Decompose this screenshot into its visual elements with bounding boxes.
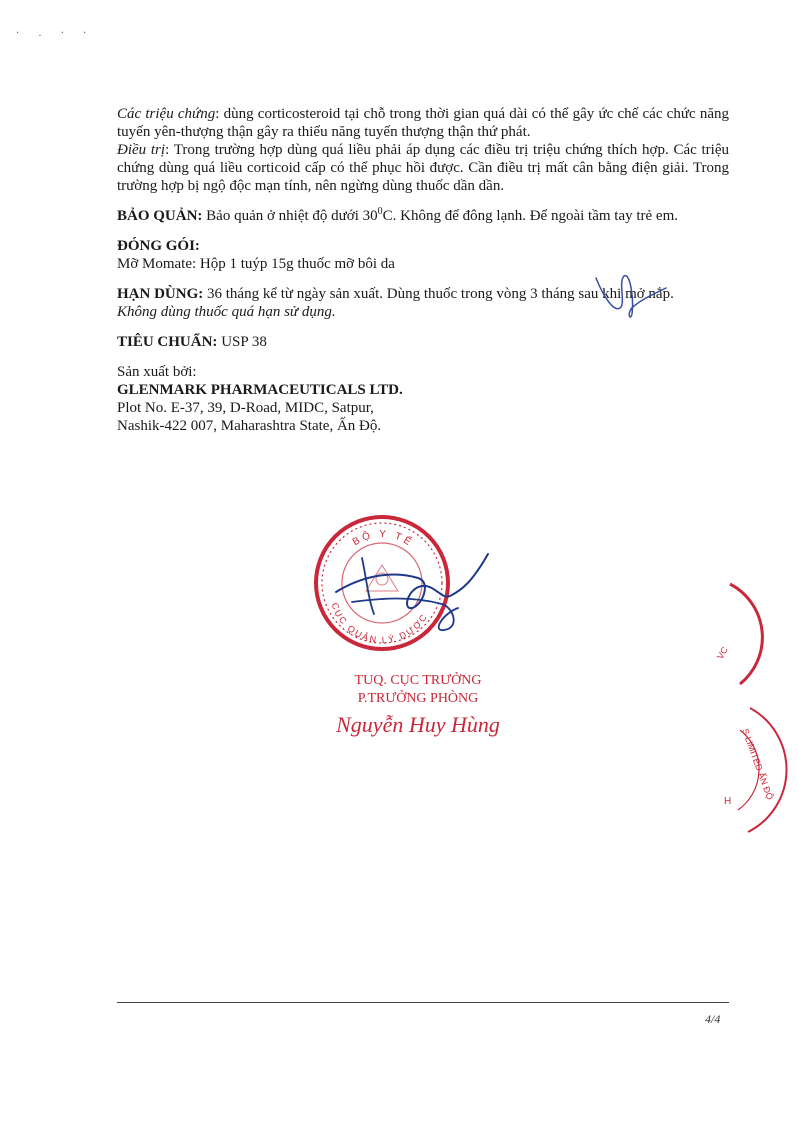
storage-superscript: 0 [377, 206, 383, 217]
standard-text: USP 38 [217, 334, 267, 350]
expiry-text: 36 tháng kể từ ngày sản xuất. Dùng thuốc trong vòng 3 tháng sau khi mở nắp. [203, 286, 674, 302]
standard-paragraph [117, 333, 729, 351]
partial-stamp-text-3: H [724, 796, 732, 807]
storage-text-after: C. Không để đông lạnh. Để ngoài tầm tay trẻ em. [382, 208, 679, 224]
packaging-text: Mỡ Momate: Hộp 1 tuýp 15g thuốc mỡ bôi da [117, 256, 395, 272]
scan-specks: · . · · [16, 28, 95, 39]
expiry-label: HẠN DÙNG: [117, 286, 204, 302]
symptoms-text: : dùng corticosteroid tại chỗ trong thời gian quá dài có thể gây ức chế các chức năng tuyến yên-thượng thận gây ra thiểu năng tuyến thượng thận thứ phát. [117, 106, 729, 140]
storage-paragraph [117, 207, 729, 225]
expiry-warning: Không dùng thuốc quá hạn sử dụng. [117, 304, 336, 320]
treatment-text: : Trong trường hợp dùng quá liều phải áp dụng các điều trị triệu chứng thích hợp. Các triệu chứng dùng quá liều corticoid cấp có thể phục hồi được. Cần điều trị mất cân bằng điện giải. Trong trường hợp bị ngộ độc mạn tính, nên ngừng dùng thuốc dần dần. [117, 142, 729, 194]
page-number: 4/4 [705, 1012, 721, 1026]
manufacturer-name: GLENMARK PHARMACEUTICALS LTD. [117, 382, 403, 398]
signer-title-2: P.TRƯỞNG PHÒNG [357, 691, 479, 706]
partial-stamp-text-1: VC [715, 645, 730, 661]
partial-stamp-text-2: S LIMITED ẤN ĐỘ [740, 727, 776, 802]
manufacturer-address-1: Plot No. E-37, 39, D-Road, MIDC, Satpur, [117, 400, 374, 416]
storage-label: BẢO QUẢN: [117, 208, 203, 224]
stamp-bottom-text: CỤC QUẢN LÝ DƯỢC [329, 601, 430, 646]
treatment-paragraph [117, 141, 729, 195]
stamp-top-text: BỘ Y TẾ [350, 528, 416, 550]
signer-block [318, 672, 518, 740]
manufacturer-address-2: Nashik-422 007, Maharashtra State, Ấn Độ. [117, 418, 382, 434]
initials-signature [590, 268, 670, 328]
symptoms-paragraph [117, 105, 729, 141]
partial-stamp-right [700, 580, 799, 690]
treatment-label: Điều trị [117, 142, 166, 158]
storage-text: Bảo quản ở nhiệt độ dưới 30 [202, 208, 378, 224]
director-signature [322, 548, 492, 638]
footer-divider [117, 1002, 729, 1003]
standard-label: TIÊU CHUẨN: [117, 334, 218, 350]
signer-title-1: TUQ. CỤC TRƯỞNG [354, 673, 482, 688]
signer-name: Nguyễn Huy Hùng [336, 712, 500, 737]
manufacturer-intro: Sản xuất bởi: [117, 364, 197, 380]
svg-text:BỘ Y TẾ [351, 528, 416, 550]
symptoms-label: Các triệu chứng [117, 106, 216, 122]
company-stamp-right [690, 700, 799, 840]
packaging-heading: ĐÓNG GÓI: [117, 238, 200, 254]
